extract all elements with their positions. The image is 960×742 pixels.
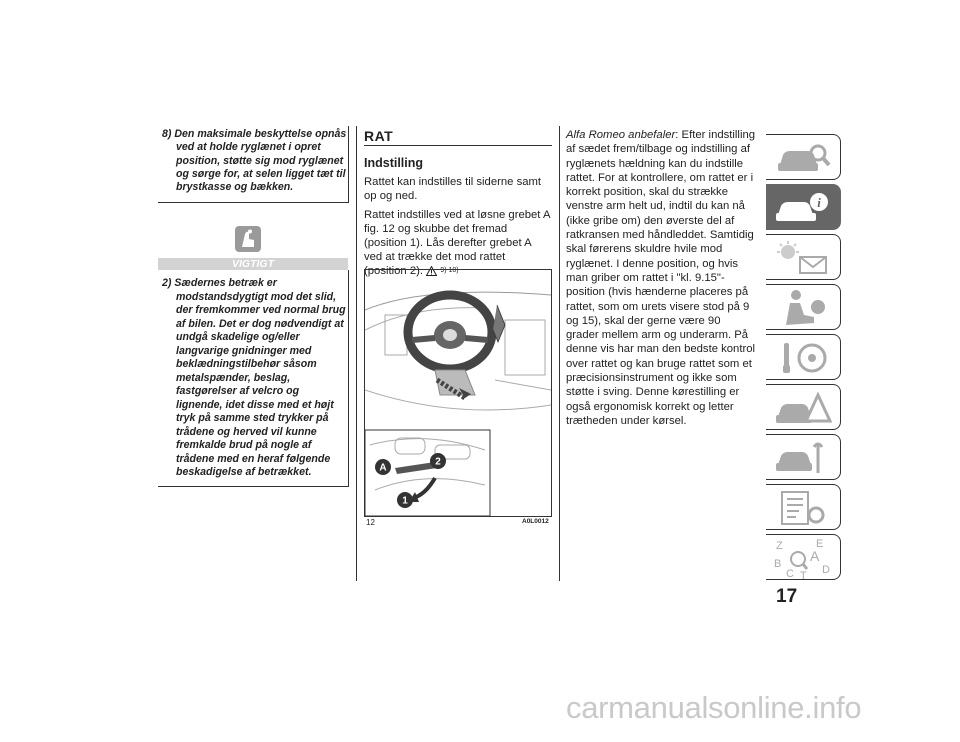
seat-warning-icon bbox=[235, 226, 261, 252]
paragraph-text: : Efter indstilling af sædet frem/tilbage og indstilling af ryglænets hældning kan du indstille rattet. For at kontrollere, om rattet er i korrekt position, skal du strække venstre arm helt ud, indtil du kan nå (ikke gribe om) den øverste del af ratkransen med håndleddet. Samtidig skal førerens skuldre hvile mod ryglænet. I denne position, og hvis man griber om rattet i "kl. 9.15"-position (hvis hænderne placeres på rattet, som om urets visere stod på 9 og 15), skal der gerne være 90 grader mellem arm og underarm. På denne vis har man den bedste kontrol over rattet og kan bruge rattet som et præcisionsinstrument og ikke som støtte i sving. Denne kørestilling er også ergonomisk korrekt og letter trætheden under kørsel. bbox=[566, 129, 756, 427]
index-letter: A bbox=[810, 548, 820, 564]
figure-code: A0L0012 bbox=[522, 518, 549, 525]
tab-airbag[interactable] bbox=[766, 284, 841, 330]
tab-safety-info[interactable] bbox=[766, 184, 841, 230]
paragraph-text: Rattet indstilles ved at løsne grebet A fig. 12 og skubbe det fremad (position 1). Lås derefter grebet A ved at trække det mod rattet (position 2). bbox=[364, 209, 550, 277]
page-number: 17 bbox=[776, 586, 798, 607]
label-a: A bbox=[379, 462, 387, 474]
car-info-icon bbox=[774, 189, 832, 227]
label-1: 1 bbox=[402, 495, 408, 507]
section-title: RAT bbox=[364, 128, 394, 144]
figure-number: 12 bbox=[366, 518, 375, 527]
vigtigt-note bbox=[162, 277, 348, 480]
car-magnifier-icon bbox=[774, 139, 832, 177]
watermark: carmanualsonline.info bbox=[566, 690, 862, 725]
tab-lights-messages[interactable] bbox=[766, 234, 841, 280]
paragraph bbox=[364, 208, 550, 278]
car-warning-icon bbox=[774, 389, 832, 427]
tab-dashboard[interactable] bbox=[766, 134, 841, 180]
label-2: 2 bbox=[435, 456, 441, 468]
tab-technical-data[interactable] bbox=[766, 484, 841, 530]
column-divider bbox=[559, 126, 560, 581]
note-rest: ved at holde ryglænet i opret position, støtte sig mod ryglænet og sørge for, at selen ligget tæt til brystkasse og bækken. bbox=[176, 141, 346, 194]
key-steering-wheel-icon bbox=[774, 339, 832, 377]
vigtigt-header: VIGTIGT bbox=[158, 258, 348, 270]
index-letter: D bbox=[822, 564, 830, 576]
paragraph: Rattet kan indstilles til siderne samt op og ned. bbox=[364, 176, 542, 202]
tab-index[interactable] bbox=[766, 534, 841, 580]
vigtigt-rest: modstandsdygtigt mod det slid, der fremkommer ved normal brug af bilen. Det er dog nødvendigt at undgå skadelige og/eller langvarige gnidninger med beklædningstilbehør såsom metalspænder, beslag, fastgørelser af velcro og lignende, idet disse med et højt tryk på samme sted trykker på trådene og herved vil kunne fremkalde brud på nogle af trådene med en heraf følgende beskadigelse af betrækket. bbox=[176, 290, 346, 478]
index-letter: Z bbox=[776, 540, 783, 552]
car-wrench-icon bbox=[774, 439, 832, 477]
alphabet-index-icon bbox=[774, 539, 832, 579]
figure-steering-wheel bbox=[364, 269, 552, 517]
note-line1: 8) Den maksimale beskyttelse opnås bbox=[162, 128, 347, 140]
note-references: 9) 10) bbox=[440, 267, 459, 275]
title-rule bbox=[364, 145, 552, 146]
tab-emergency[interactable] bbox=[766, 384, 841, 430]
svg-text:i: i bbox=[817, 195, 821, 210]
lights-envelope-icon bbox=[774, 239, 832, 277]
index-letter: C bbox=[786, 568, 794, 579]
tab-starting-driving[interactable] bbox=[766, 334, 841, 380]
steering-wheel-illustration bbox=[365, 270, 551, 516]
tab-maintenance[interactable] bbox=[766, 434, 841, 480]
paragraph bbox=[566, 128, 756, 428]
paragraph-lead: Alfa Romeo anbefaler bbox=[566, 129, 676, 141]
index-letter: T bbox=[800, 570, 807, 579]
vigtigt-line1: 2) Sædernes betræk er bbox=[162, 277, 277, 289]
column-divider bbox=[356, 126, 357, 581]
document-gear-icon bbox=[774, 489, 832, 527]
index-letter: E bbox=[816, 539, 824, 550]
passenger-airbag-icon bbox=[774, 289, 832, 327]
note-8 bbox=[162, 128, 348, 194]
section-subtitle: Indstilling bbox=[364, 156, 424, 170]
index-letter: B bbox=[774, 558, 782, 570]
